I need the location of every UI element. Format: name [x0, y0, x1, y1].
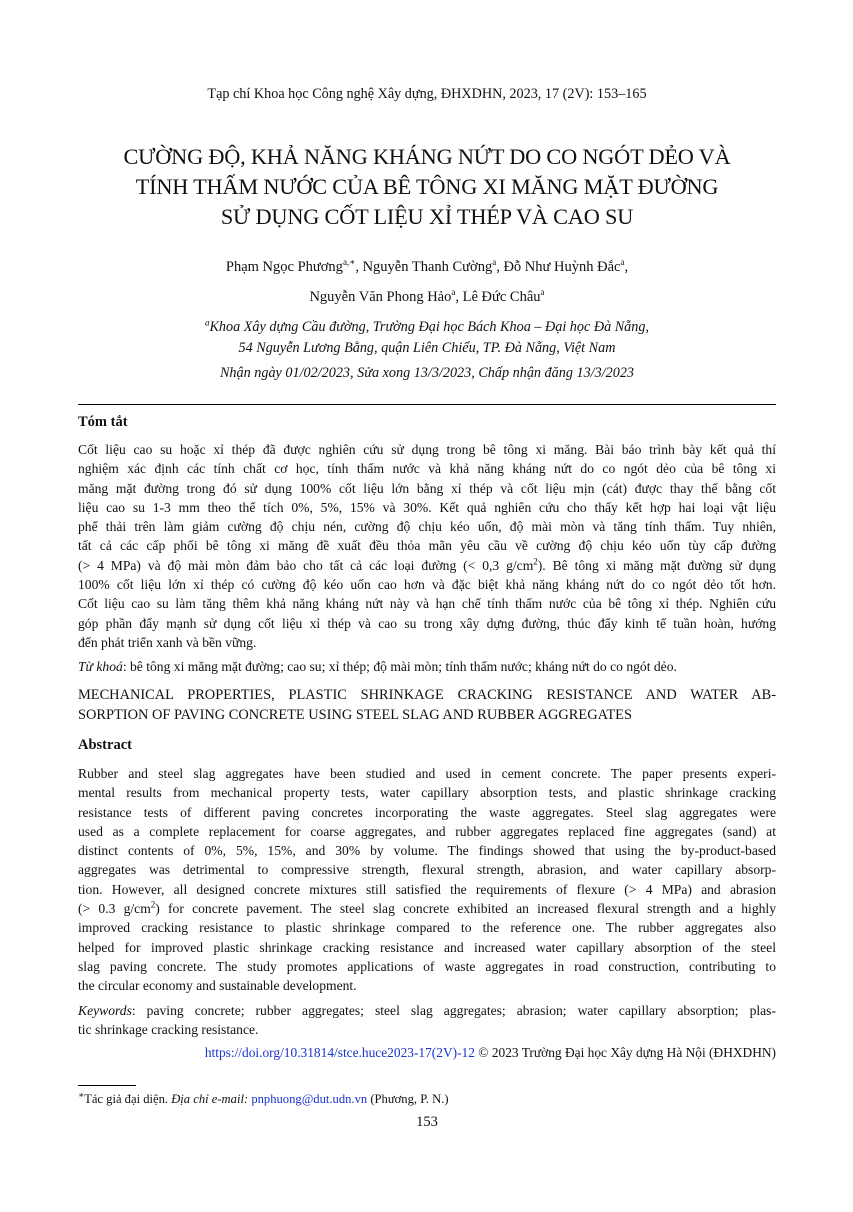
title-line: CƯỜNG ĐỘ, KHẢ NĂNG KHÁNG NỨT DO CO NGÓT DẺO VÀ: [123, 144, 731, 169]
page-number: 153: [416, 1114, 438, 1130]
text-line: 100% cốt liệu lớn xỉ thép có cường độ kéo uốn cao hơn và đặc biệt khả năng kháng nứt do co ngót dẻo tốt hơn.: [78, 577, 776, 593]
abstract-vi-heading: Tóm tắt: [78, 414, 128, 430]
abstract-en-heading: Abstract: [78, 737, 132, 753]
text-line: Cốt liệu cao su làm tăng thêm khả năng kháng nứt này và hạn chế tính thấm nước của bê tông xỉ thép. Nghiên cứu: [78, 596, 776, 612]
email-label: Địa chỉ e-mail:: [171, 1092, 249, 1106]
author-affil-sup: a: [451, 287, 456, 298]
text-line: (> 0.3 $g/cm^2$) for concrete pavement. The steel slag concrete exhibited an increased flexural strength and a highly: [78, 899, 776, 917]
text-line: distinct contents of 0%, 5%, 15%, and 30% by volume. The findings showed that using the by-product-based: [78, 843, 776, 859]
text-line: Cốt liệu cao su hoặc xỉ thép đã được nghiên cứu sử dụng trong bê tông xi măng. Bài báo trình bày kết quả thí: [78, 442, 776, 457]
author-list: [78, 252, 776, 312]
text-line: resistance tests of different paving concretes incorporating the waste aggregates. Steel slag aggregates were: [78, 804, 776, 820]
text-line: phế thải trên làm giảm cường độ chịu nén, cường độ chịu kéo uốn, độ mài mòn và tăng tính thấm. Tuy nhiên,: [78, 519, 776, 535]
keywords-label: Từ khoá: [78, 659, 123, 674]
author-name: Lê Đức Châu: [462, 289, 541, 305]
text-line: măng mặt đường trong đó sử dụng 100% cốt liệu lớn bằng xỉ thép và cốt liệu mịn (cát) được thay thế bằng cốt: [78, 480, 776, 496]
text-line: aggregates was detrimental to compressive strength, flexural strength, abrasion, and water capillary absorp-: [78, 862, 776, 878]
affiliation: [78, 317, 776, 359]
author-affil-sup: a: [492, 257, 497, 268]
text-line: used as a complete replacement for coarse aggregates, and rubber aggregates replaced fine aggregates (sand) at: [78, 823, 776, 839]
text-line: Rubber and steel slag aggregates have been studied and used in cement concrete. The paper presents experi-: [78, 766, 776, 781]
text-line: góp phần đẩy mạnh sử dụng cốt liệu xỉ thép và cao su trong xây dựng đường, thúc đẩy kinh tế tuần hoàn, hướng: [78, 615, 776, 631]
paper-title-vi: [78, 142, 776, 232]
text-line: slag paving concrete. The study promotes applications of waste aggregates in road construction, contributing to: [78, 958, 776, 974]
paper-title-en: [78, 686, 776, 725]
keywords-text: : bê tông xi măng mặt đường; cao su; xỉ thép; độ mài mòn; tính thấm nước; kháng nứt do co ngót dẻo.: [122, 659, 677, 674]
footnote-mark: ∗: [78, 1089, 85, 1100]
keywords-en: [78, 1001, 776, 1040]
author-affil-sup: a: [620, 257, 625, 268]
text-line: đến phát triển xanh và bền vững.: [78, 634, 257, 650]
received-dates: Nhận ngày 01/02/2023, Sửa xong 13/3/2023, Chấp nhận đăng 13/3/2023: [219, 365, 635, 381]
keywords-text: tic shrinkage cracking resistance.: [78, 1022, 259, 1038]
author-line-2: Nguyễn Văn Phong Hảo$^a$, Lê Đức Châu$^a$: [309, 287, 545, 305]
title-line: MECHANICAL PROPERTIES, PLASTIC SHRINKAGE CRACKING RESISTANCE AND WATER AB-: [78, 687, 776, 703]
title-line: SORPTION OF PAVING CONCRETE USING STEEL SLAG AND RUBBER AGGREGATES: [78, 706, 632, 723]
author-name: Nguyễn Văn Phong Hảo: [309, 289, 452, 305]
doi-link[interactable]: https://doi.org/10.31814/stce.huce2023-17(2V)-12: [204, 1045, 475, 1060]
author-name: Phạm Ngọc Phương: [225, 259, 343, 275]
doi-line: [205, 1045, 776, 1061]
affil-sup: a: [204, 317, 210, 328]
keywords-text: : paving concrete; rubber aggregates; steel slag aggregates; abrasion; water capillary absorption; plas-: [131, 1003, 776, 1018]
text-line: nghiệm xác định các tính chất cơ học, tính thấm nước và khả năng kháng nứt do co ngót dẻo của bê tông xi: [78, 461, 776, 477]
keywords-vi: [78, 657, 776, 676]
keywords-label: Keywords: [78, 1003, 132, 1018]
text-line: tất cả các cấp phối bê tông xi măng đề xuất đều thỏa mãn yêu cầu về cường độ chịu kéo uốn tùy cấp đường: [78, 538, 776, 554]
text-line: improved cracking resistance to plastic shrinkage compared to the reference one. The rubber aggregates also: [78, 920, 776, 936]
author-name: Nguyễn Thanh Cường: [362, 259, 493, 275]
footnote: ∗Tác giả đại diện. Địa chỉ e-mail: pnphuong@dut.udn.vn (Phương, P. N.): [78, 1089, 449, 1106]
journal-header: Tạp chí Khoa học Công nghệ Xây dựng, ĐHXDHN, 2023, 17 (2V): 153–165: [207, 86, 647, 102]
title-line: TÍNH THẤM NƯỚC CỦA BÊ TÔNG XI MĂNG MẶT ĐƯỜNG: [135, 174, 719, 199]
copyright-text: © 2023 Trường Đại học Xây dựng Hà Nội (ĐHXDHN): [474, 1045, 776, 1060]
text-line: helped for improved plastic shrinkage cracking resistance and increased water capillary absorption of the steel: [78, 939, 776, 955]
author-affil-sup: a,∗: [342, 257, 356, 268]
affil-line: Khoa Xây dựng Cầu đường, Trường Đại học Bách Khoa – Đại học Đà Nẵng,: [209, 319, 650, 335]
section-divider: [78, 404, 776, 405]
footnote-divider: [78, 1085, 136, 1086]
text-line: tion. However, all designed concrete mixtures still satisfied the requirements of flexure (> 4 MPa) and abrasion: [78, 881, 776, 897]
author-line-1: Phạm Ngọc Phương$^{a,∗}$, Nguyễn Thanh Cường$^a$, Đỗ Như Huỳnh Đắc$^a$,: [225, 257, 629, 275]
text-line: liệu cao su 1-3 mm theo thể tích 0%, 5%, 15% và 30%. Kết quả nghiên cứu cho thấy kết hợp hai loại vật liệu: [78, 499, 776, 515]
abstract-en-body: [78, 764, 776, 996]
author-affil-sup: a: [540, 287, 545, 298]
affil-line: 54 Nguyễn Lương Bằng, quận Liên Chiểu, TP. Đà Nẵng, Việt Nam: [238, 340, 616, 356]
email-link[interactable]: pnphuong@dut.udn.vn: [251, 1092, 368, 1106]
abstract-vi-body: [78, 440, 776, 652]
text-line: mental results from mechanical property tests, water capillary absorption tests, and plastic shrinkage cracking: [78, 785, 776, 801]
text-line: the circular economy and sustainable development.: [78, 978, 357, 994]
title-line: SỬ DỤNG CỐT LIỆU XỈ THÉP VÀ CAO SU: [220, 204, 634, 229]
author-name: Đỗ Như Huỳnh Đắc: [503, 259, 621, 275]
text-line: (> 4 MPa) và độ mài mòn đảm bảo cho tất cả các loại đường (< 0,3 $g/cm^2$). Bê tông xi măng mặt đường sử dụng: [78, 556, 776, 573]
